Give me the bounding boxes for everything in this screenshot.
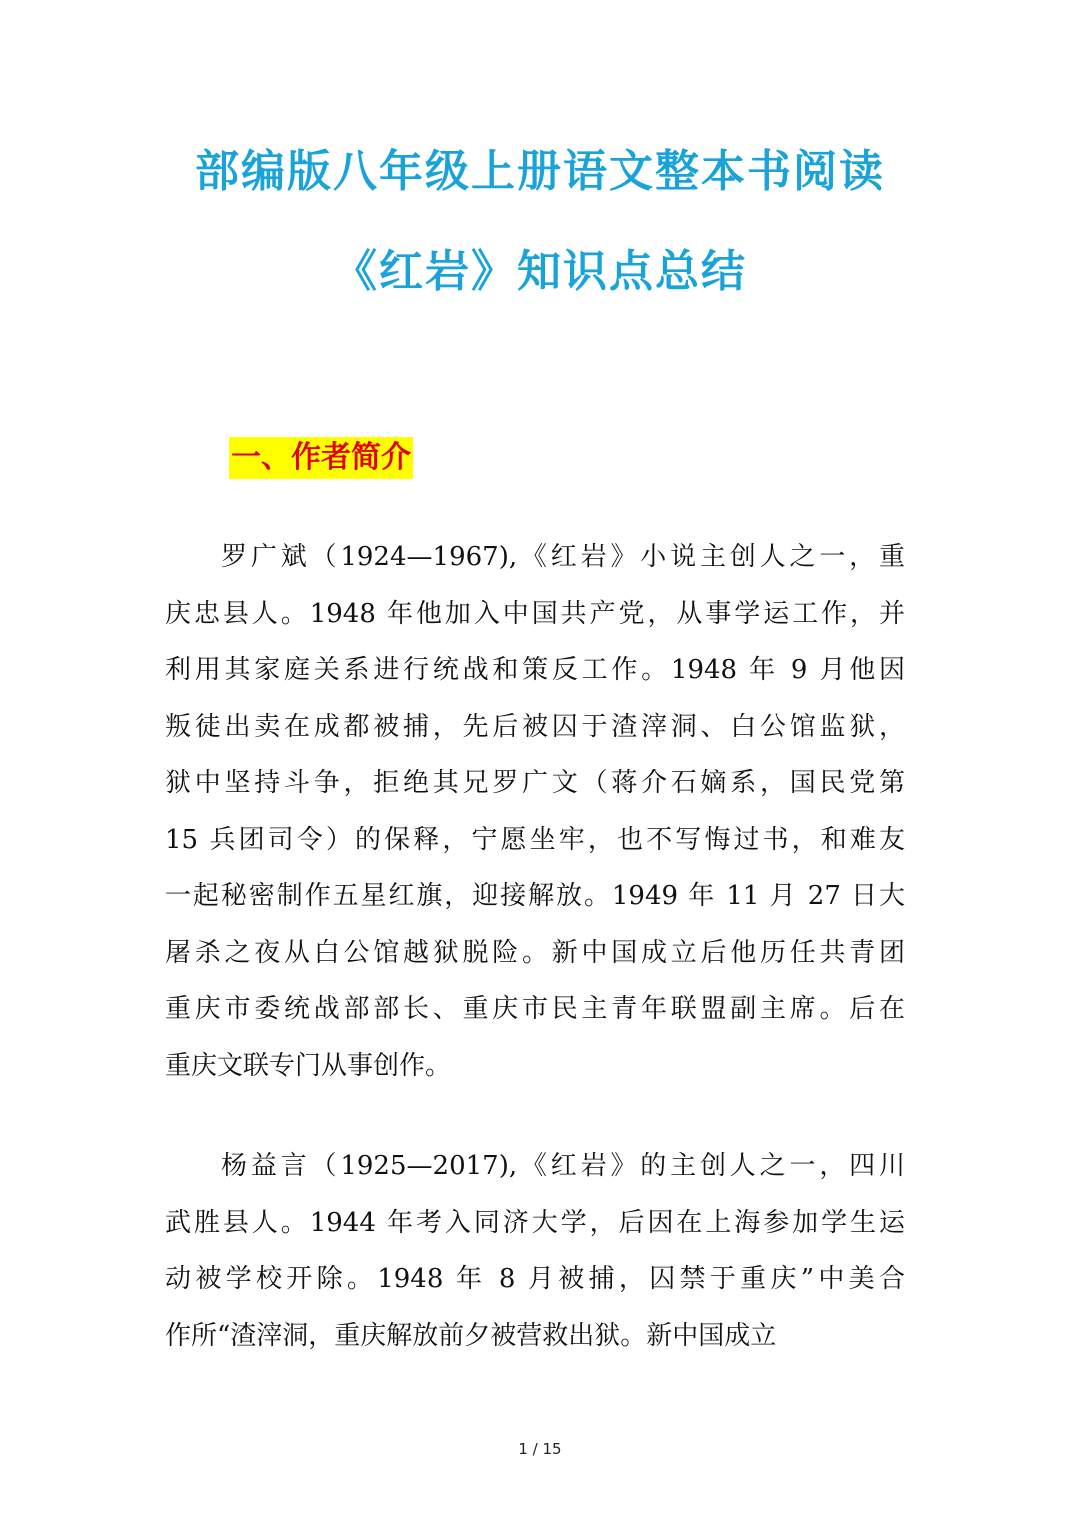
paragraph-line: 叛徒出卖在成都被捕，先后被囚于渣滓洞、白公馆监狱， — [165, 711, 905, 742]
paragraph-line: 15 兵团司令）的保释，宁愿坐牢，也不写悔过书，和难友 — [165, 824, 905, 855]
paragraph-luo-guangbin — [165, 529, 905, 1094]
document-title-line-2: 《红岩》知识点总结 — [333, 246, 747, 297]
document-title-line-1: 部编版八年级上册语文整本书阅读 — [195, 146, 885, 197]
paragraph-line: 重庆文联专门从事创作。 — [165, 1050, 452, 1081]
paragraph-line: 动被学校开除。1948 年 8 月被捕，囚禁于重庆”中美合 — [165, 1264, 905, 1294]
paragraph-line: 作所“渣滓洞，重庆解放前夕被营救出狱。新中国成立 — [165, 1320, 777, 1351]
paragraph-line: 杨益言（1925—2017),《红岩》的主创人之一，四川 — [221, 1151, 905, 1181]
paragraph-line: 狱中坚持斗争，拒绝其兄罗广文（蒋介石嫡系，国民党第 — [165, 768, 905, 798]
paragraph-yang-yiyan — [165, 1138, 905, 1364]
paragraph-line: 利用其家庭关系进行统战和策反工作。1948 年 9 月他因 — [165, 655, 905, 685]
paragraph-line: 武胜县人。1944 年考入同济大学，后因在上海参加学生运 — [165, 1207, 905, 1238]
section-heading-author-intro: 一、作者简介 — [229, 437, 413, 479]
paragraph-line: 屠杀之夜从白公馆越狱脱险。新中国成立后他历任共青团 — [165, 937, 905, 968]
paragraph-line: 一起秘密制作五星红旗，迎接解放。1949 年 11 月 27 日大 — [165, 881, 905, 911]
paragraph-line: 重庆市委统战部部长、重庆市民主青年联盟副主席。后在 — [165, 994, 905, 1024]
paragraph-line: 庆忠县人。1948 年他加入中国共产党，从事学运工作，并 — [165, 598, 905, 629]
page-number: 1 / 15 — [518, 1440, 562, 1458]
paragraph-line: 罗广斌（1924—1967),《红岩》小说主创人之一，重 — [221, 542, 905, 572]
